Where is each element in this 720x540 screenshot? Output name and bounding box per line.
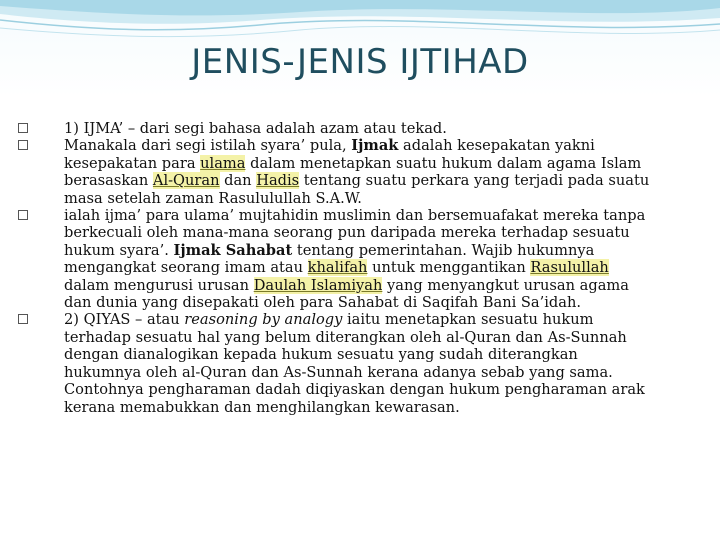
- item-text: mengangkat seorang imam atau: [64, 259, 308, 277]
- item-text: kerana memabukkan dan menghilangkan kewarasan.: [64, 398, 460, 416]
- item-text: dengan dianalogikan kepada hukum sesuatu yang sudah diterangkan: [64, 346, 578, 364]
- item-text: 1) IJMA’ – dari segi bahasa adalah azam atau tekad.: [64, 120, 447, 137]
- item-text: ialah ijma’ para ulama’ mujtahidin muslimin dan bersemuafakat mereka tanpa: [64, 207, 646, 225]
- item-text: Contohnya pengharaman dadah diqiyaskan dengan hukum pengharaman arak: [64, 381, 645, 399]
- item-text: berasaskan: [64, 172, 153, 190]
- slide-title: JENIS-JENIS IJTIHAD: [191, 42, 529, 82]
- item-text: tentang suatu perkara yang terjadi pada suatu: [299, 172, 650, 190]
- item-text: tentang pemerintahan. Wajib hukumnya: [292, 241, 595, 259]
- item-text: untuk menggantikan: [367, 259, 531, 277]
- list-item-ijma-ulama: [18, 207, 686, 311]
- item-text: dan dunia yang disepakati oleh para Sahabat di Saqifah Bani Sa’idah.: [64, 294, 581, 312]
- link-rasulullah[interactable]: Rasulullah: [530, 259, 609, 277]
- list-item-ijma: [18, 120, 686, 137]
- item-text: adalah kesepakatan yakni: [398, 137, 595, 155]
- item-text: masa setelah zaman Rasululullah S.A.W.: [64, 189, 362, 207]
- item-text: terhadap sesuatu hal yang belum diterangkan oleh al-Quran dan As-Sunnah: [64, 328, 627, 346]
- list-item-ijmak-definition: [18, 137, 686, 207]
- item-text: hukum syara’.: [64, 241, 174, 259]
- item-text: yang menyangkut urusan agama: [382, 276, 629, 294]
- bullet-icon: [18, 314, 28, 324]
- link-daulah-islamiyah[interactable]: Daulah Islamiyah: [253, 276, 383, 294]
- item-text: dalam mengurusi urusan: [64, 276, 254, 294]
- bullet-icon: [18, 210, 28, 220]
- bullet-icon: [18, 140, 28, 150]
- bullet-icon: [18, 123, 28, 133]
- item-text: dan: [219, 172, 257, 190]
- item-text: kesepakatan para: [64, 154, 201, 172]
- link-khalifah[interactable]: khalifah: [307, 259, 368, 277]
- item-text: Manakala dari segi istilah syara’ pula,: [64, 137, 352, 155]
- bold-term: Ijmak: [351, 137, 399, 155]
- item-text: berkecuali oleh mana-mana seorang pun daripada mereka terhadap sesuatu: [64, 224, 630, 242]
- item-text: hukumnya oleh al-Quran dan As-Sunnah kerana adanya sebab yang sama.: [64, 363, 613, 381]
- link-hadis[interactable]: Hadis: [256, 172, 300, 190]
- item-text: 2) QIYAS – atau: [64, 311, 185, 329]
- italic-term: reasoning by analogy: [184, 311, 343, 329]
- bold-term: Ijmak Sahabat: [173, 241, 293, 259]
- link-ulama[interactable]: ulama: [200, 154, 246, 172]
- link-al-quran[interactable]: Al-Quran: [152, 172, 220, 190]
- content-body: [18, 120, 686, 416]
- item-text: iaitu menetapkan sesuatu hukum: [342, 311, 594, 329]
- item-text: dalam menetapkan suatu hukum dalam agama Islam: [245, 154, 642, 172]
- list-item-qiyas: [18, 311, 686, 415]
